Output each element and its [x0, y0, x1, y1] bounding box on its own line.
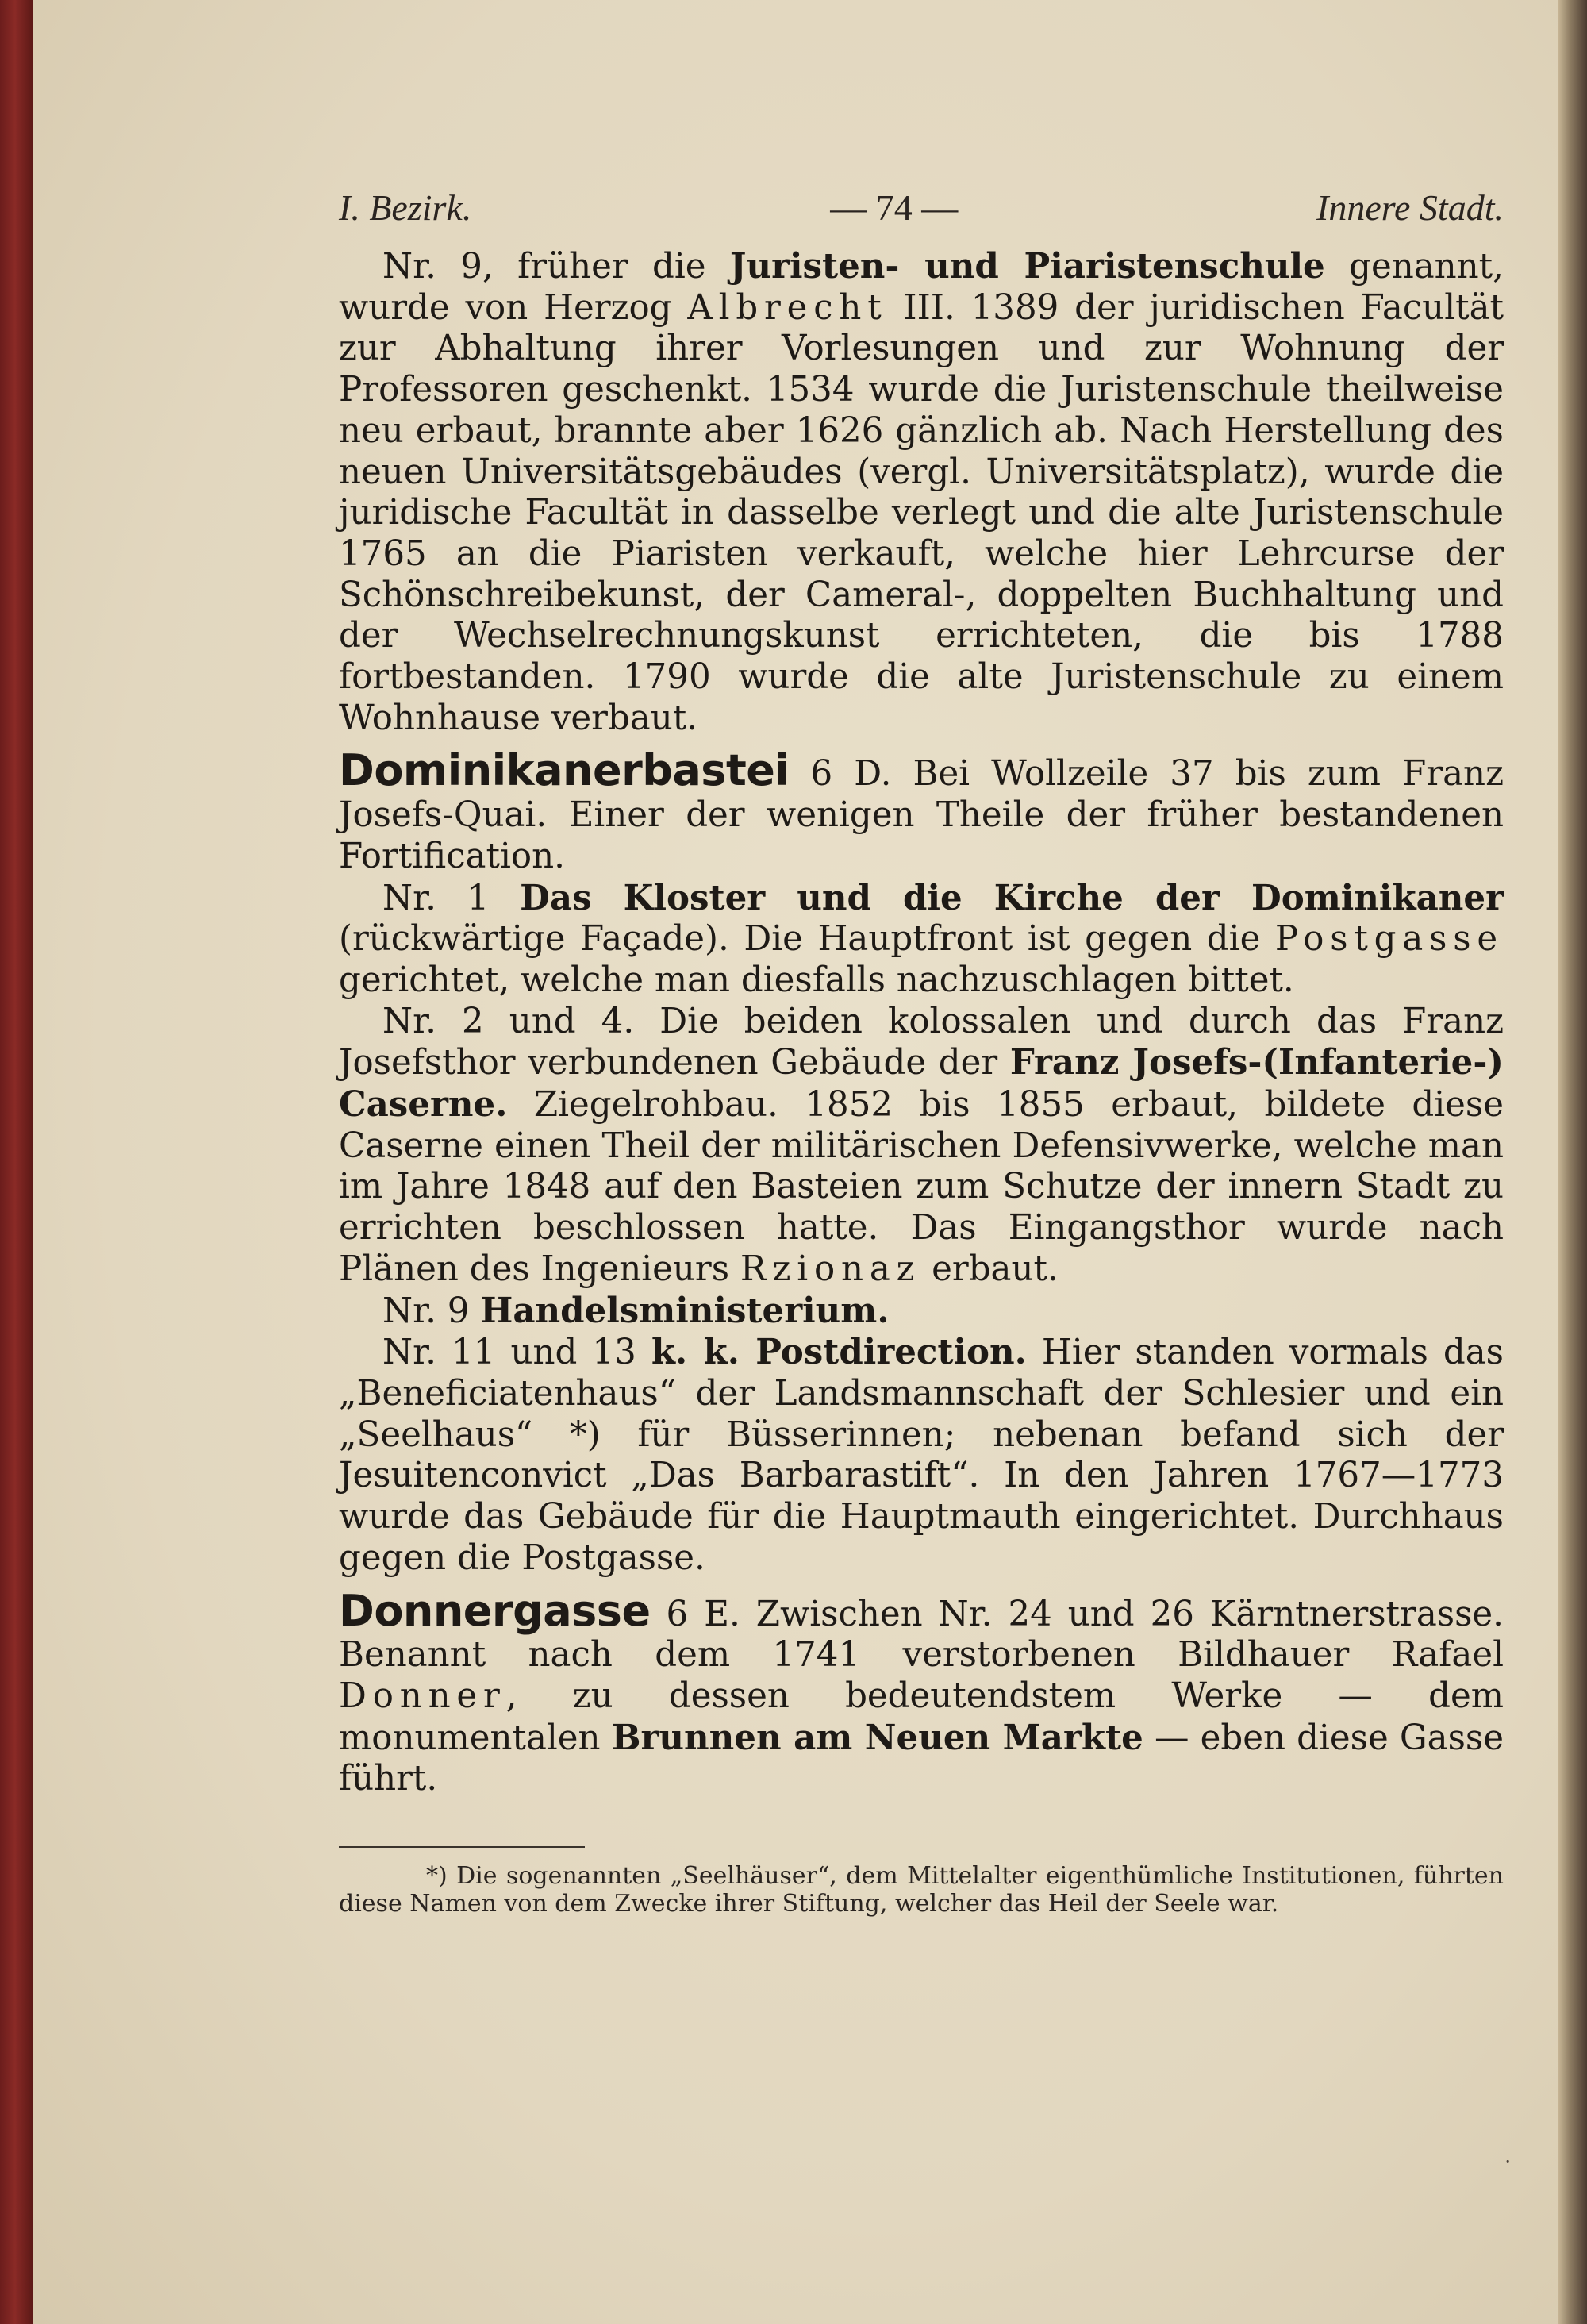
building-name: Juristen- und Piaristenschule — [729, 246, 1325, 287]
paragraph-dom-nr2 — [339, 1002, 1504, 1291]
text: — eben diese Gasse führt. — [339, 1718, 1504, 1799]
entry-title: Dominikanerbastei — [339, 745, 790, 796]
book-spine-edge — [0, 0, 33, 2324]
book-page — [33, 0, 1558, 2324]
text: Ziegelrohbau. 1852 bis 1855 erbaut, bildete diese Caserne einen Theil der militärischen Defensivwerke, welche man im Jahre 1848 auf den Basteien zum Schutze der innern Stadt zu errichten beschlossen hatte. Das Eingangsthor wurde nach Plänen des Ingenieurs — [339, 1085, 1504, 1289]
text: 6 E. Zwischen Nr. 24 und 26 Kärntnerstrasse. Benannt nach dem 1741 verstorbenen Bildhauer Rafael — [339, 1594, 1504, 1676]
footnote-text: Die sogenannten „Seelhäuser“, dem Mittelalter eigenthümliche Institutionen, führten diese Namen von dem Zwecke ihrer Stiftung, welcher das Heil der Seele war. — [339, 1862, 1504, 1918]
entry-title: Donnergasse — [339, 1585, 651, 1636]
building-name: Franz Josefs-(Infanterie-) Caserne. — [339, 1042, 1504, 1125]
paragraph-dom-nr11 — [339, 1332, 1504, 1579]
paragraph-dom-nr9 — [339, 1291, 1504, 1333]
person-name: Rzionaz — [740, 1249, 921, 1289]
text: Nr. 1 — [382, 878, 521, 918]
text: Nr. 9 — [382, 1291, 481, 1331]
paragraph-dom-nr1 — [339, 878, 1504, 1002]
text: Nr. 9, früher die — [382, 247, 730, 287]
header-district: I. Bezirk. — [339, 187, 472, 228]
text: Nr. 11 und 13 — [382, 1333, 651, 1373]
text: , zu dessen bedeutendstem Werke — dem monumentalen — [339, 1676, 1504, 1758]
footnote-mark: *) — [426, 1862, 448, 1891]
person-name: Albrecht — [687, 287, 888, 328]
text: Nr. 2 und 4. Die beiden kolossalen und durch das Franz Josefsthor verbundenen Gebäude der — [339, 1001, 1504, 1083]
header-section: Innere Stadt. — [1316, 187, 1504, 228]
text: III. 1389 der juridischen Facultät zur Abhaltung ihrer Vorlesungen und zur Wohnung der Professoren geschenkt. 1534 wurde die Juristenschule theilweise neu erbaut, brannte aber 1626 gänzlich ab. Nach Herstellung des neuen Universitätsgebäudes (vergl. Universitätsplatz), wurde die juridische Facultät in dasselbe verlegt und die alte Juristenschule 1765 an die Piaristen verkauft, welche hier Lehrcurse der Schönschreibekunst, der Cameral-, doppelten Buchhaltung und der Wechselrechnungskunst errichteten, die bis 1788 fortbestanden. 1790 wurde die alte Juristenschule zu einem Wohnhause verbaut. — [339, 287, 1504, 738]
page-stack-edge — [1558, 0, 1587, 2324]
footnote-divider — [339, 1846, 585, 1848]
footnote — [339, 1862, 1504, 1918]
text: (rückwärtige Façade). Die Hauptfront ist gegen die — [339, 919, 1275, 960]
building-name: Handelsministerium. — [480, 1290, 890, 1331]
text: erbaut. — [920, 1249, 1059, 1289]
entry-dominikanerbastei — [339, 745, 1504, 877]
person-name: Donner — [339, 1676, 506, 1716]
text: Hier standen vormals das „Beneficiatenhaus“ der Landsmannschaft der Schlesier und ein „Seelhaus“ *) für Büsserinnen; nebenan befand sich der Jesuitenconvict „Das Barbarastift“. In den Jahren 1767—1773 wurde das Gebäude für die Hauptmauth eingerichtet. Durchhaus gegen die Postgasse. — [339, 1333, 1504, 1578]
street-name: Postgasse — [1274, 919, 1504, 960]
text: 6 D. Bei Wollzeile 37 bis zum Franz Josefs-Quai. Einer der wenigen Theile der früher bestandenen Fortification. — [339, 754, 1504, 876]
running-head — [339, 187, 1504, 229]
paragraph-juristenschule — [339, 246, 1504, 739]
text: genannt, wurde von Herzog — [339, 247, 1504, 328]
page-content — [339, 187, 1504, 1918]
page-number: — 74 — — [830, 187, 959, 228]
entry-donnergasse — [339, 1585, 1504, 1801]
paper-speck: · — [1504, 2151, 1511, 2173]
building-name: k. k. Postdirection. — [651, 1332, 1027, 1373]
monument-name: Brunnen am Neuen Markte — [611, 1717, 1143, 1758]
text: gerichtet, welche man diesfalls nachzuschlagen bittet. — [339, 960, 1294, 1000]
building-name: Das Kloster und die Kirche der Dominikaner — [520, 877, 1504, 918]
